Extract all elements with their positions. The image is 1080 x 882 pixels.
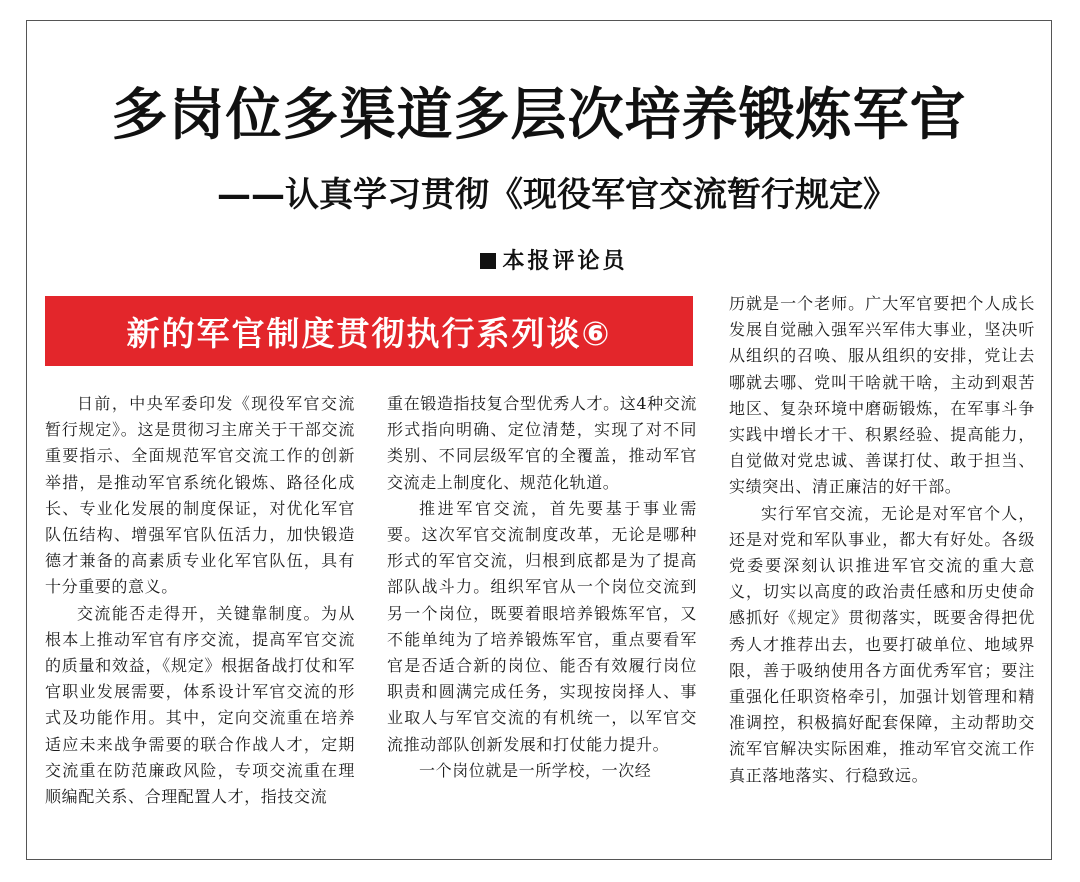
article-subtitle: ——认真学习贯彻《现役军官交流暂行规定》 — [217, 175, 897, 215]
series-banner — [45, 296, 693, 366]
paragraph: 推进军官交流，首先要基于事业需要。这次军官交流制度改革，无论是哪种形式的军官交流，归根到底都是为了提高部队战斗力。组织军官从一个岗位交流到另一个岗位，既要着眼培养锻炼军官，又不能单纯为了培养锻炼军官，重点要看军官是否适合新的岗位、能否有效履行岗位职责和圆满完成任务，实现按岗择人、事业取人与军官交流的有机统一，以军官交流推动部队创新发展和打仗能力提升。 — [387, 498, 697, 754]
body-column-3 — [729, 291, 1035, 851]
series-banner-text: 新的军官制度贯彻执行系列谈⑥ — [126, 313, 612, 353]
byline-text: 本报评论员 — [502, 249, 628, 274]
paragraph: 日前，中央军委印发《现役军官交流暂行规定》。这是贯彻习主席关于干部交流重要指示、全面规范军官交流工作的创新举措，是推动军官系统化锻炼、路径化成长、专业化发展的制度保证，对优化军官队伍结构、增强军官队伍活力，加快锻造德才兼备的高素质专业化军官队伍，具有十分重要的意义。 — [45, 394, 355, 597]
paragraph-continued: 历就是一个老师。广大军官要把个人成长发展自觉融入强军兴军伟大事业，坚决听从组织的召唤、服从组织的安排，党让去哪就去哪、党叫干啥就干啥，主动到艰苦地区、复杂环境中磨砺锻炼，在军事斗争实践中增长才干、积累经验、提高能力，自觉做对党忠诚、善谋打仗、敢于担当、实绩突出、清正廉洁的好干部。 — [729, 294, 1035, 497]
newspaper-page — [26, 20, 1052, 860]
body-column-1 — [45, 391, 355, 847]
paragraph: 交流能否走得开，关键靠制度。为从根本上推动军官有序交流，提高军官交流的质量和效益，《规定》根据备战打仗和军官职业发展需要，体系设计军官交流的形式及功能作用。其中，定向交流重在培养适应未来战争需要的联合作战人才，定期交流重在防范廉政风险，专项交流重在理顺编配关系、合理配置人才，指技交流 — [45, 603, 355, 807]
article-title: 多岗位多渠道多层次培养锻炼军官 — [111, 83, 967, 148]
paragraph-continued: 重在锻造指技复合型优秀人才。这4种交流形式指向明确、定位清楚，实现了对不同类别、不同层级军官的全覆盖，推动军官交流走上制度化、规范化轨道。 — [387, 394, 697, 492]
paragraph: 一个岗位就是一所学校，一次经 — [419, 760, 652, 780]
black-square-icon — [480, 253, 496, 269]
paragraph: 实行军官交流，无论是对军官个人，还是对党和军队事业，都大有好处。各级党委要深刻认识推进军官交流的重大意义，切实以高度的政治责任感和历史使命感抓好《规定》贯彻落实，既要舍得把优秀人才推荐出去，也要打破单位、地域界限，善于吸纳使用各方面优秀军官；要注重强化任职资格牵引，加强计划管理和精准调控，积极搞好配套保障，主动帮助交流军官解决实际困难，推动军官交流工作真正落地落实、行稳致远。 — [729, 503, 1035, 785]
body-column-2 — [387, 391, 697, 847]
byline — [27, 247, 1051, 277]
